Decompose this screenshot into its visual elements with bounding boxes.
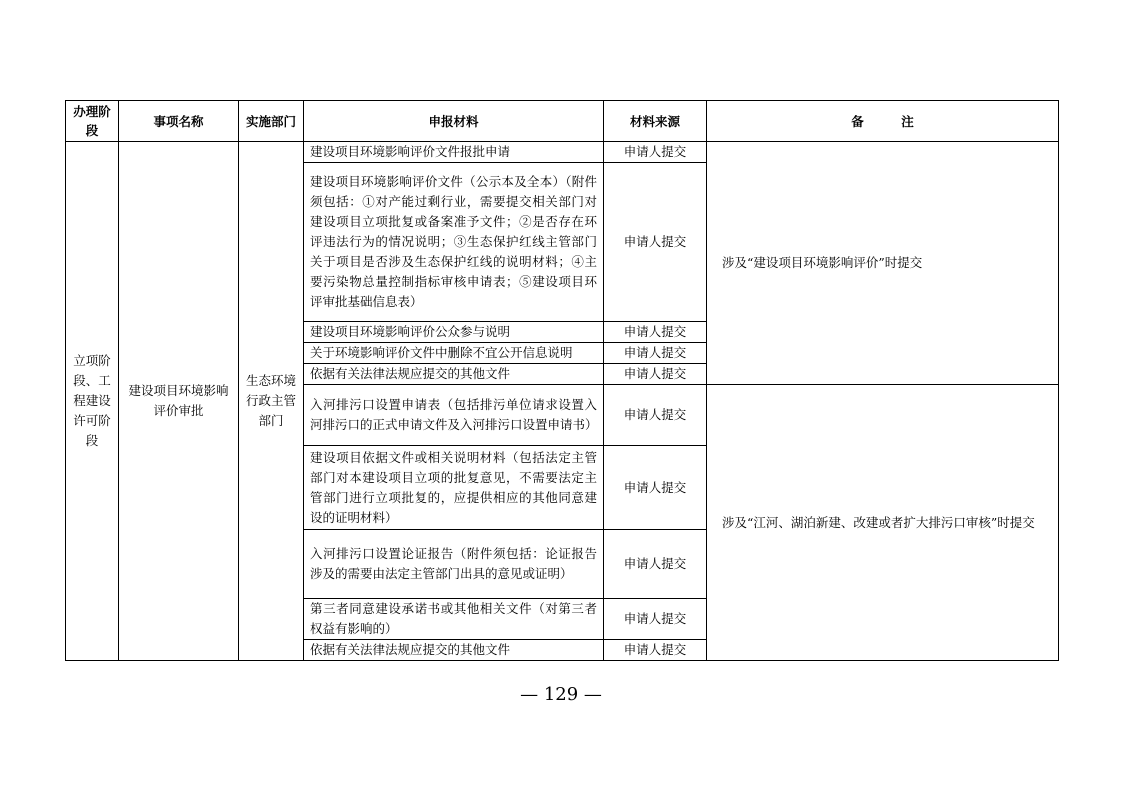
source-cell: 申请人提交 xyxy=(604,343,707,364)
material-cell: 建设项目环境影响评价公众参与说明 xyxy=(304,322,604,343)
stage-cell: 立项阶段、工程建设许可阶段 xyxy=(66,142,119,661)
material-cell: 建设项目环境影响评价文件报批申请 xyxy=(304,142,604,163)
source-cell: 申请人提交 xyxy=(604,322,707,343)
materials-table xyxy=(65,100,1059,661)
material-cell: 关于环境影响评价文件中删除不宜公开信息说明 xyxy=(304,343,604,364)
header-stage: 办理阶段 xyxy=(66,101,119,142)
source-cell: 申请人提交 xyxy=(604,530,707,599)
item-name-cell: 建设项目环境影响评价审批 xyxy=(119,142,239,661)
remark-cell: 涉及“江河、湖泊新建、改建或者扩大排污口审核”时提交 xyxy=(707,385,1059,661)
department-cell: 生态环境行政主管部门 xyxy=(239,142,304,661)
material-cell: 依据有关法律法规应提交的其他文件 xyxy=(304,364,604,385)
header-remark: 备 注 xyxy=(707,101,1059,142)
source-cell: 申请人提交 xyxy=(604,364,707,385)
material-cell: 第三者同意建设承诺书或其他相关文件（对第三者权益有影响的） xyxy=(304,599,604,640)
header-item-name: 事项名称 xyxy=(119,101,239,142)
source-cell: 申请人提交 xyxy=(604,142,707,163)
material-cell: 依据有关法律法规应提交的其他文件 xyxy=(304,640,604,661)
material-cell: 建设项目依据文件或相关说明材料（包括法定主管部门对本建设项目立项的批复意见，不需要法定主管部门进行立项批复的，应提供相应的其他同意建设的证明材料） xyxy=(304,446,604,530)
source-cell: 申请人提交 xyxy=(604,163,707,322)
table-row xyxy=(66,142,1059,163)
page-number: — 129 — xyxy=(520,684,602,705)
material-cell: 入河排污口设置申请表（包括排污单位请求设置入河排污口的正式申请文件及入河排污口设置申请书） xyxy=(304,385,604,446)
source-cell: 申请人提交 xyxy=(604,385,707,446)
header-department: 实施部门 xyxy=(239,101,304,142)
source-cell: 申请人提交 xyxy=(604,599,707,640)
source-cell: 申请人提交 xyxy=(604,640,707,661)
source-cell: 申请人提交 xyxy=(604,446,707,530)
material-cell: 入河排污口设置论证报告（附件须包括：论证报告涉及的需要由法定主管部门出具的意见或证明） xyxy=(304,530,604,599)
header-materials: 申报材料 xyxy=(304,101,604,142)
material-cell: 建设项目环境影响评价文件（公示本及全本）（附件须包括：①对产能过剩行业，需要提交相关部门对建设项目立项批复或备案准予文件；②是否存在环评违法行为的情况说明；③生态保护红线主管部门关于项目是否涉及生态保护红线的说明材料；④主要污染物总量控制指标审核申请表；⑤建设项目环评审批基础信息表） xyxy=(304,163,604,322)
header-source: 材料来源 xyxy=(604,101,707,142)
remark-cell: 涉及“建设项目环境影响评价”时提交 xyxy=(707,142,1059,385)
header-row xyxy=(66,101,1059,142)
